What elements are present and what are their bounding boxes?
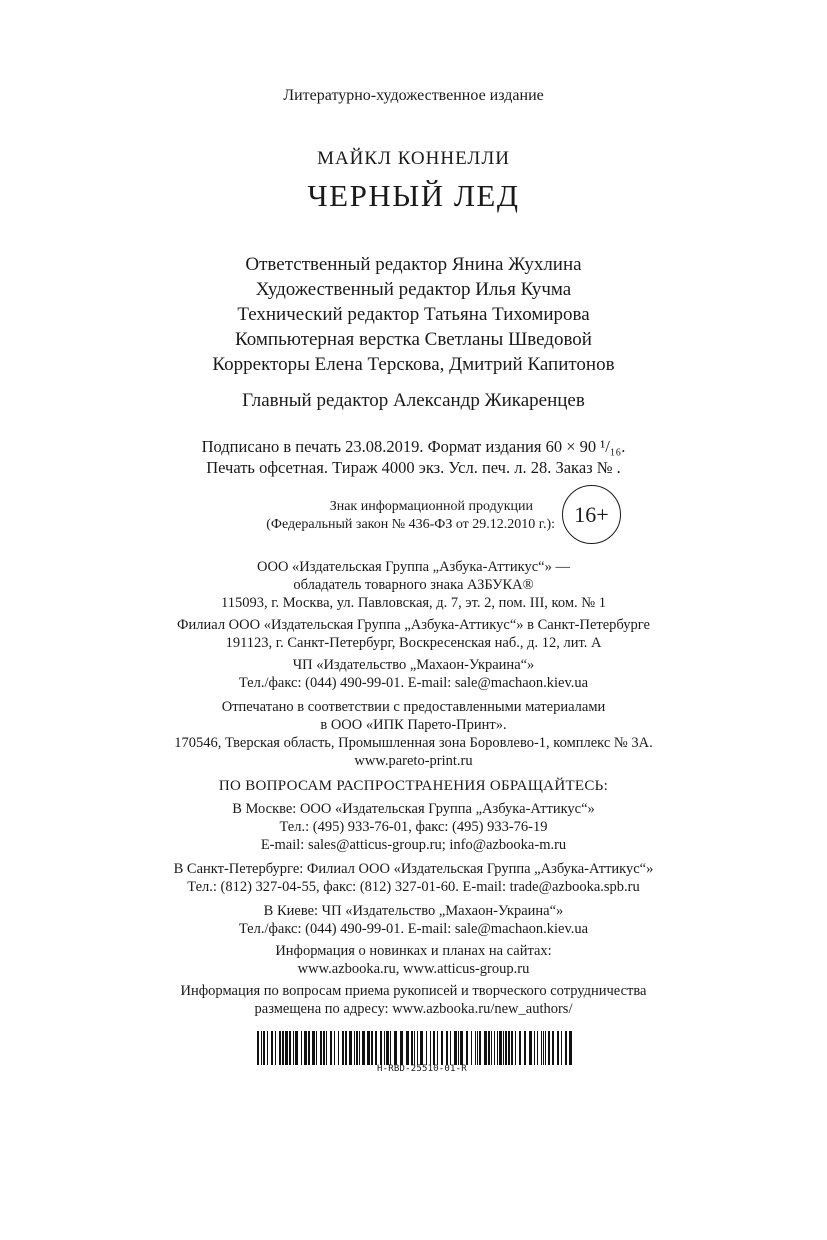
distribution-line: В Киеве: ЧП «Издательство „Махаон-Украина“»: [263, 903, 564, 919]
publication-details-line: Подписано в печать 23.08.2019. Формат издания 60 × 90 ¹/₁₆.: [201, 437, 626, 456]
imprint-line: Отпечатано в соответствии с предоставленными материалами: [221, 699, 606, 715]
distribution-line: www.azbooka.ru, www.atticus-group.ru: [297, 961, 530, 977]
distribution-line: Тел./факс: (044) 490-99-01. E-mail: sale@machaon.kiev.ua: [238, 921, 589, 937]
distribution-line: размещена по адресу: www.azbooka.ru/new_authors/: [254, 1001, 573, 1017]
distribution-line: В Москве: ООО «Издательская Группа „Азбука-Аттикус“»: [232, 801, 595, 817]
imprint-line: 191123, г. Санкт-Петербург, Воскресенская наб., д. 12, лит. А: [225, 635, 602, 651]
imprint-line: в ООО «ИПК Парето-Принт».: [320, 717, 507, 733]
credit-line: Художественный редактор Илья Кучма: [255, 279, 572, 300]
credit-line: Технический редактор Татьяна Тихомирова: [237, 304, 590, 325]
distribution-heading: ПО ВОПРОСАМ РАСПРОСТРАНЕНИЯ ОБРАЩАЙТЕСЬ:: [218, 778, 609, 794]
imprint-line: www.pareto-print.ru: [354, 753, 473, 769]
chief-editor-line: Главный редактор Александр Жикаренцев: [242, 390, 585, 411]
edition-type: Литературно-художественное издание: [283, 87, 544, 104]
info-sign-law: (Федеральный закон № 436-ФЗ от 29.12.2010 г.):: [266, 517, 555, 532]
imprint-line: Тел./факс: (044) 490-99-01. E-mail: sale@machaon.kiev.ua: [238, 675, 589, 691]
imprint-line: обладатель товарного знака АЗБУКА®: [293, 577, 534, 593]
imprint-line: 170546, Тверская область, Промышленная зона Боровлево-1, комплекс № 3А.: [174, 735, 653, 751]
distribution-line: В Санкт-Петербурге: Филиал ООО «Издательская Группа „Азбука-Аттикус“»: [173, 861, 654, 877]
credit-line: Корректоры Елена Терскова, Дмитрий Капитонов: [212, 354, 615, 375]
imprint-line: Филиал ООО «Издательская Группа „Азбука-Аттикус“» в Санкт-Петербурге: [177, 617, 650, 633]
credit-line: Компьютерная верстка Светланы Шведовой: [235, 329, 592, 350]
barcode-graphic: [257, 1031, 572, 1065]
distribution-line: Тел.: (812) 327-04-55, факс: (812) 327-01-60. E-mail: trade@azbooka.spb.ru: [187, 879, 640, 895]
info-sign-label: Знак информационной продукции: [329, 499, 533, 514]
imprint-line: ЧП «Издательство „Махаон-Украина“»: [292, 657, 535, 673]
barcode-code: H-RBD-25510-01-R: [377, 1064, 467, 1074]
distribution-line: E-mail: sales@atticus-group.ru; info@azbooka-m.ru: [260, 837, 567, 853]
credit-line: Ответственный редактор Янина Жухлина: [245, 254, 582, 275]
imprint-line: 115093, г. Москва, ул. Павловская, д. 7, эт. 2, пом. III, ком. № 1: [221, 595, 606, 611]
book-title: ЧЕРНЫЙ ЛЕД: [307, 178, 520, 213]
distribution-line: Информация о новинках и планах на сайтах:: [275, 943, 552, 959]
distribution-line: Тел.: (495) 933-76-01, факс: (495) 933-76-19: [279, 819, 548, 835]
age-rating-badge: 16+: [562, 485, 621, 544]
publication-details-line: Печать офсетная. Тираж 4000 экз. Усл. печ. л. 28. Заказ № .: [206, 458, 621, 477]
book-author: МАЙКЛ КОННЕЛЛИ: [317, 148, 510, 169]
imprint-line: ООО «Издательская Группа „Азбука-Аттикус“» —: [257, 559, 570, 575]
distribution-line: Информация по вопросам приема рукописей и творческого сотрудничества: [180, 983, 647, 999]
